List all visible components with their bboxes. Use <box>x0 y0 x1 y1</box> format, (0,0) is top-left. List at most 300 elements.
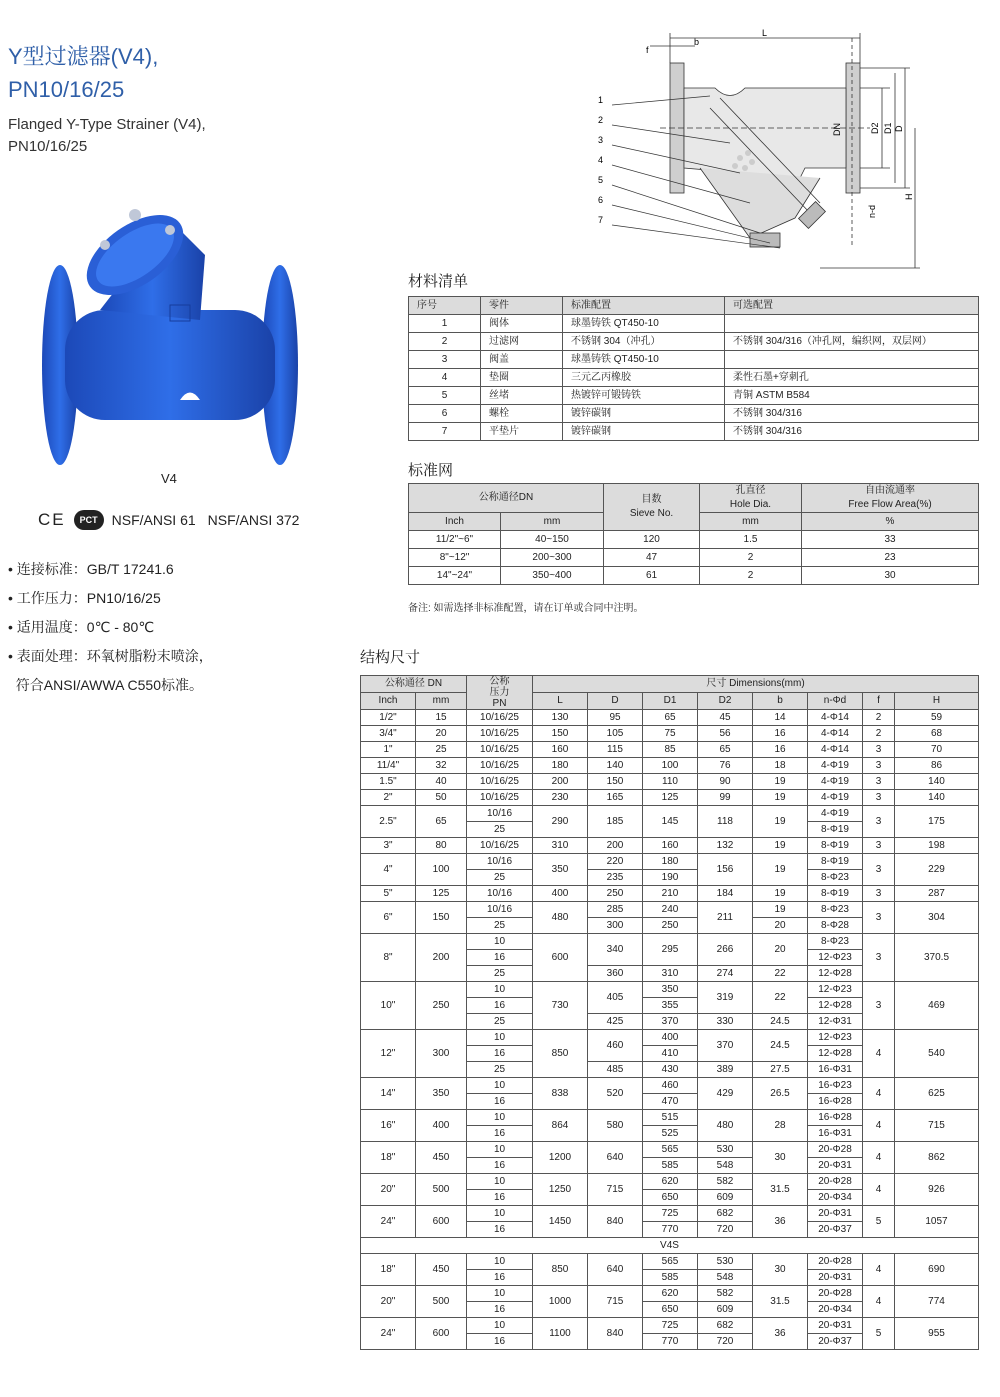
dims-D1: 585 <box>643 1158 698 1174</box>
dims-inch: 3" <box>361 838 416 854</box>
dims-col: D2 <box>698 693 753 710</box>
certifications <box>38 510 299 530</box>
dims-D1: 410 <box>643 1046 698 1062</box>
dims-b: 20 <box>753 918 808 934</box>
sieve-cell: 11/2"~6" <box>409 531 501 549</box>
dims-D: 640 <box>588 1254 643 1286</box>
dims-D: 250 <box>588 886 643 902</box>
dims-nd: 8-Φ23 <box>808 902 863 918</box>
dims-D: 95 <box>588 710 643 726</box>
dims-D: 150 <box>588 774 643 790</box>
dims-nd: 12-Φ23 <box>808 982 863 998</box>
callout-2: 2 <box>598 115 604 125</box>
dims-pn: 16 <box>467 1126 533 1142</box>
sieve-cell: 120 <box>604 531 700 549</box>
dims-D2: 99 <box>698 790 753 806</box>
dims-nd: 4-Φ19 <box>808 774 863 790</box>
dims-D: 300 <box>588 918 643 934</box>
dim-nd: n-d <box>867 204 877 218</box>
dims-b: 14 <box>753 710 808 726</box>
dims-D2: 65 <box>698 742 753 758</box>
dims-row <box>361 806 979 822</box>
dims-inch: 2" <box>361 790 416 806</box>
dims-nd: 12-Φ28 <box>808 1046 863 1062</box>
dims-H: 690 <box>895 1254 979 1286</box>
sieve-row <box>409 531 979 549</box>
dims-D1: 565 <box>643 1254 698 1270</box>
dim-DN: DN <box>832 123 842 136</box>
dims-b: 20 <box>753 934 808 966</box>
dims-nd: 12-Φ23 <box>808 1030 863 1046</box>
bom-cell: 镀锌碳钢 <box>563 423 725 441</box>
dims-b: 19 <box>753 902 808 918</box>
dims-nd: 20-Φ31 <box>808 1270 863 1286</box>
dims-row <box>361 710 979 726</box>
bom-table <box>408 296 979 441</box>
dims-inch: 4" <box>361 854 416 886</box>
dims-col: mm <box>416 693 467 710</box>
dims-pn: 10/16 <box>467 886 533 902</box>
dims-inch: 1" <box>361 742 416 758</box>
dims-D1: 295 <box>643 934 698 966</box>
dims-D1: 145 <box>643 806 698 838</box>
dims-f: 3 <box>863 886 895 902</box>
callout-3: 3 <box>598 135 604 145</box>
sieve-cell: 47 <box>604 549 700 567</box>
sieve-cell: 61 <box>604 567 700 585</box>
dims-pn: 10 <box>467 1078 533 1094</box>
dims-D: 640 <box>588 1142 643 1174</box>
dims-mm: 150 <box>416 902 467 934</box>
title-line-2: PN10/16/25 <box>8 77 125 102</box>
dims-nd: 12-Φ31 <box>808 1014 863 1030</box>
bom-row <box>409 423 979 441</box>
dims-b: 18 <box>753 758 808 774</box>
dims-b: 36 <box>753 1318 808 1350</box>
dims-D: 235 <box>588 870 643 886</box>
bom-cell: 阀体 <box>481 315 563 333</box>
dims-pn: 10/16 <box>467 854 533 870</box>
dims-b: 27.5 <box>753 1062 808 1078</box>
dims-mm: 100 <box>416 854 467 886</box>
photo-caption: V4 <box>161 471 177 486</box>
bom-cell: 不锈钢 304/316（冲孔网，编织网，双层网） <box>725 333 979 351</box>
dims-nd: 4-Φ19 <box>808 790 863 806</box>
dims-f: 3 <box>863 758 895 774</box>
dims-D1: 470 <box>643 1094 698 1110</box>
dims-H: 70 <box>895 742 979 758</box>
section-drawing <box>590 28 930 273</box>
dims-mm: 200 <box>416 934 467 982</box>
dims-nd: 12-Φ28 <box>808 998 863 1014</box>
dims-D1: 400 <box>643 1030 698 1046</box>
bom-cell: 球墨铸铁 QT450-10 <box>563 315 725 333</box>
dims-D1: 620 <box>643 1174 698 1190</box>
bom-cell: 螺栓 <box>481 405 563 423</box>
dims-nd: 16-Φ31 <box>808 1062 863 1078</box>
dims-D1: 460 <box>643 1078 698 1094</box>
dims-H: 229 <box>895 854 979 886</box>
dims-D1: 210 <box>643 886 698 902</box>
dims-H: 140 <box>895 790 979 806</box>
dims-D1: 770 <box>643 1222 698 1238</box>
dim-L: L <box>762 28 768 38</box>
sieve-row <box>409 567 979 585</box>
dims-L: 1100 <box>533 1318 588 1350</box>
dims-D: 425 <box>588 1014 643 1030</box>
dims-D1: 430 <box>643 1062 698 1078</box>
bom-row <box>409 369 979 387</box>
bom-cell: 平垫片 <box>481 423 563 441</box>
bom-cell: 柔性石墨+穿刺孔 <box>725 369 979 387</box>
dims-nd: 8-Φ28 <box>808 918 863 934</box>
dims-b: 30 <box>753 1142 808 1174</box>
bom-cell: 三元乙丙橡胶 <box>563 369 725 387</box>
dims-L: 838 <box>533 1078 588 1110</box>
dims-nd: 20-Φ28 <box>808 1254 863 1270</box>
dims-f: 4 <box>863 1142 895 1174</box>
dims-f: 2 <box>863 726 895 742</box>
dims-D: 220 <box>588 854 643 870</box>
dims-D1: 650 <box>643 1302 698 1318</box>
dims-D: 340 <box>588 934 643 966</box>
spec-item: • 连接标准：GB/T 17241.6 <box>8 561 174 577</box>
sieve-cell: 23 <box>802 549 979 567</box>
dims-L: 850 <box>533 1030 588 1078</box>
dims-f: 3 <box>863 806 895 838</box>
dims-nd: 20-Φ34 <box>808 1302 863 1318</box>
dims-H: 370.5 <box>895 934 979 982</box>
sieve-h-hole: 孔直径 Hole Dia. <box>700 484 802 513</box>
dims-mm: 500 <box>416 1174 467 1206</box>
dims-H: 198 <box>895 838 979 854</box>
dims-D2: 582 <box>698 1286 753 1302</box>
bom-cell: 热镀锌可锻铸铁 <box>563 387 725 405</box>
dims-H: 955 <box>895 1318 979 1350</box>
dims-row <box>361 774 979 790</box>
callout-6: 6 <box>598 195 604 205</box>
dims-col: Inch <box>361 693 416 710</box>
dims-row <box>361 742 979 758</box>
dims-D2: 266 <box>698 934 753 966</box>
dims-row <box>361 1030 979 1046</box>
dims-D2: 548 <box>698 1158 753 1174</box>
dims-D2: 530 <box>698 1254 753 1270</box>
dims-D1: 565 <box>643 1142 698 1158</box>
dims-D2: 45 <box>698 710 753 726</box>
dims-row <box>361 982 979 998</box>
dims-L: 310 <box>533 838 588 854</box>
dims-row <box>361 902 979 918</box>
dims-D1: 310 <box>643 966 698 982</box>
dims-D2: 609 <box>698 1190 753 1206</box>
dims-D: 165 <box>588 790 643 806</box>
dims-mm: 450 <box>416 1254 467 1286</box>
dims-pn: 16 <box>467 1046 533 1062</box>
dims-pn: 10 <box>467 1174 533 1190</box>
dims-row <box>361 1110 979 1126</box>
dims-L: 180 <box>533 758 588 774</box>
dims-b: 19 <box>753 838 808 854</box>
dims-L: 480 <box>533 902 588 934</box>
dims-D1: 725 <box>643 1318 698 1334</box>
sieve-h-mm: mm <box>501 513 604 531</box>
dims-L: 150 <box>533 726 588 742</box>
dims-D2: 720 <box>698 1334 753 1350</box>
dims-D2: 582 <box>698 1174 753 1190</box>
dims-inch: 20" <box>361 1174 416 1206</box>
dims-D: 715 <box>588 1286 643 1318</box>
dims-pn: 25 <box>467 1062 533 1078</box>
callout-4: 4 <box>598 155 604 165</box>
dims-D1: 190 <box>643 870 698 886</box>
dims-f: 3 <box>863 902 895 934</box>
bom-title: 材料清单 <box>408 273 469 290</box>
bom-cell: 不锈钢 304/316 <box>725 423 979 441</box>
dims-D1: 585 <box>643 1270 698 1286</box>
sieve-h-mesh: 目数 Sieve No. <box>604 484 700 531</box>
bom-row <box>409 315 979 333</box>
dims-pn: 16 <box>467 998 533 1014</box>
dims-mm: 500 <box>416 1286 467 1318</box>
bom-header: 零件 <box>481 297 563 315</box>
dims-row <box>361 854 979 870</box>
dims-D: 285 <box>588 902 643 918</box>
dims-inch: 11/4" <box>361 758 416 774</box>
dims-f: 3 <box>863 854 895 886</box>
dims-pn: 10 <box>467 1142 533 1158</box>
dims-col: b <box>753 693 808 710</box>
dims-col: L <box>533 693 588 710</box>
dims-nd: 4-Φ19 <box>808 758 863 774</box>
dims-D2: 330 <box>698 1014 753 1030</box>
dims-row <box>361 726 979 742</box>
dims-f: 3 <box>863 838 895 854</box>
dims-D2: 370 <box>698 1030 753 1062</box>
dims-inch: 18" <box>361 1142 416 1174</box>
strainer-photo <box>30 200 310 470</box>
bom-header: 序号 <box>409 297 481 315</box>
sieve-cell: 2 <box>700 567 802 585</box>
dims-mm: 80 <box>416 838 467 854</box>
dims-inch: 8" <box>361 934 416 982</box>
dims-nd: 16-Φ23 <box>808 1078 863 1094</box>
dims-f: 4 <box>863 1254 895 1286</box>
dims-D: 185 <box>588 806 643 838</box>
dims-b: 24.5 <box>753 1030 808 1062</box>
dims-f: 4 <box>863 1030 895 1078</box>
dims-pn: 16 <box>467 1158 533 1174</box>
dims-D1: 160 <box>643 838 698 854</box>
dims-D: 360 <box>588 966 643 982</box>
dims-row <box>361 838 979 854</box>
bom-row <box>409 333 979 351</box>
dim-D1: D1 <box>883 122 893 134</box>
spec-item: • 工作压力：PN10/16/25 <box>8 590 161 606</box>
dims-pn: 10/16/25 <box>467 774 533 790</box>
dims-nd: 20-Φ34 <box>808 1190 863 1206</box>
dims-mm: 125 <box>416 886 467 902</box>
dims-D1: 770 <box>643 1334 698 1350</box>
dim-H: H <box>904 193 914 200</box>
bom-cell <box>725 315 979 333</box>
dims-inch: 16" <box>361 1110 416 1142</box>
dims-row <box>361 886 979 902</box>
dims-pn: 16 <box>467 1302 533 1318</box>
dims-D2: 211 <box>698 902 753 934</box>
dims-pn: 25 <box>467 822 533 838</box>
dims-D1: 350 <box>643 982 698 998</box>
dims-D2: 118 <box>698 806 753 838</box>
dims-L: 1250 <box>533 1174 588 1206</box>
dims-H: 1057 <box>895 1206 979 1238</box>
dims-L: 130 <box>533 710 588 726</box>
page-title <box>8 40 158 106</box>
dims-mm: 350 <box>416 1078 467 1110</box>
dims-pn: 25 <box>467 870 533 886</box>
dims-inch: 12" <box>361 1030 416 1078</box>
dims-inch: 18" <box>361 1254 416 1286</box>
dims-inch: 10" <box>361 982 416 1030</box>
dims-nd: 8-Φ23 <box>808 870 863 886</box>
dims-col: n-Φd <box>808 693 863 710</box>
dims-mm: 32 <box>416 758 467 774</box>
dims-D1: 515 <box>643 1110 698 1126</box>
bom-cell: 6 <box>409 405 481 423</box>
dims-D: 200 <box>588 838 643 854</box>
dims-nd: 16-Φ28 <box>808 1110 863 1126</box>
dims-D1: 355 <box>643 998 698 1014</box>
dims-b: 22 <box>753 966 808 982</box>
dims-D2: 90 <box>698 774 753 790</box>
dims-b: 31.5 <box>753 1174 808 1206</box>
dims-b: 24.5 <box>753 1014 808 1030</box>
sieve-h-pct: % <box>802 513 979 531</box>
dims-nd: 20-Φ31 <box>808 1206 863 1222</box>
dims-pn: 25 <box>467 966 533 982</box>
dims-D2: 184 <box>698 886 753 902</box>
dims-pn: 10 <box>467 1030 533 1046</box>
dims-H: 774 <box>895 1286 979 1318</box>
sieve-h-inch: Inch <box>409 513 501 531</box>
spec-item: 符合ANSI/AWWA C550标准。 <box>8 677 203 693</box>
dims-h-dimensions: 尺寸 Dimensions(mm) <box>533 676 979 693</box>
dims-f: 3 <box>863 934 895 982</box>
dims-pn: 10 <box>467 1286 533 1302</box>
dim-D: D <box>894 125 904 132</box>
dims-D2: 720 <box>698 1222 753 1238</box>
dims-f: 3 <box>863 982 895 1030</box>
dims-row <box>361 934 979 950</box>
dims-D: 140 <box>588 758 643 774</box>
dims-b: 16 <box>753 742 808 758</box>
dims-nd: 16-Φ31 <box>808 1126 863 1142</box>
dims-D1: 240 <box>643 902 698 918</box>
dims-pn: 10/16 <box>467 902 533 918</box>
dims-H: 862 <box>895 1142 979 1174</box>
dims-pn: 10/16/25 <box>467 726 533 742</box>
dims-f: 3 <box>863 790 895 806</box>
dims-inch: 24" <box>361 1318 416 1350</box>
dims-D: 485 <box>588 1062 643 1078</box>
dims-b: 30 <box>753 1254 808 1286</box>
dims-pn: 16 <box>467 1190 533 1206</box>
dims-nd: 4-Φ14 <box>808 710 863 726</box>
sieve-row <box>409 549 979 567</box>
dims-D2: 76 <box>698 758 753 774</box>
dims-L: 1200 <box>533 1142 588 1174</box>
dims-b: 19 <box>753 774 808 790</box>
dims-D2: 682 <box>698 1318 753 1334</box>
dims-D2: 319 <box>698 982 753 1014</box>
dims-mm: 20 <box>416 726 467 742</box>
dims-mm: 15 <box>416 710 467 726</box>
bom-cell: 阀盖 <box>481 351 563 369</box>
sieve-cell: 8"~12" <box>409 549 501 567</box>
dim-D2: D2 <box>870 122 880 134</box>
dims-D: 840 <box>588 1206 643 1238</box>
dims-D: 715 <box>588 1174 643 1206</box>
dims-D2: 429 <box>698 1078 753 1110</box>
dims-pn: 10/16/25 <box>467 710 533 726</box>
callout-7: 7 <box>598 215 604 225</box>
sieve-cell: 14"~24" <box>409 567 501 585</box>
dims-nd: 8-Φ19 <box>808 886 863 902</box>
sieve-h-dn: 公称通径DN <box>409 484 604 513</box>
dims-D: 520 <box>588 1078 643 1110</box>
dims-D: 405 <box>588 982 643 1014</box>
dims-nd: 12-Φ23 <box>808 950 863 966</box>
dims-nd: 20-Φ28 <box>808 1142 863 1158</box>
dims-b: 28 <box>753 1110 808 1142</box>
bom-cell: 球墨铸铁 QT450-10 <box>563 351 725 369</box>
bom-cell: 垫圈 <box>481 369 563 387</box>
sieve-title: 标准网 <box>408 462 454 479</box>
dims-f: 5 <box>863 1318 895 1350</box>
dims-nd: 4-Φ19 <box>808 806 863 822</box>
dims-D1: 620 <box>643 1286 698 1302</box>
dims-H: 625 <box>895 1078 979 1110</box>
dims-inch: 14" <box>361 1078 416 1110</box>
dims-D2: 389 <box>698 1062 753 1078</box>
ce-mark-icon: CE <box>38 510 66 529</box>
dims-L: 400 <box>533 886 588 902</box>
dims-f: 3 <box>863 774 895 790</box>
dims-f: 4 <box>863 1078 895 1110</box>
dims-row <box>361 1142 979 1158</box>
dims-nd: 20-Φ37 <box>808 1334 863 1350</box>
sieve-cell: 1.5 <box>700 531 802 549</box>
dims-inch: 2.5" <box>361 806 416 838</box>
bom-header: 可选配置 <box>725 297 979 315</box>
dims-mm: 250 <box>416 982 467 1030</box>
bom-cell: 青铜 ASTM B584 <box>725 387 979 405</box>
dims-H: 304 <box>895 902 979 934</box>
dims-pn: 25 <box>467 1014 533 1030</box>
sieve-cell: 33 <box>802 531 979 549</box>
dims-D2: 609 <box>698 1302 753 1318</box>
dims-pn: 10/16/25 <box>467 838 533 854</box>
spec-list <box>8 555 213 700</box>
dims-nd: 20-Φ31 <box>808 1158 863 1174</box>
dims-D1: 100 <box>643 758 698 774</box>
dims-nd: 4-Φ14 <box>808 726 863 742</box>
dims-b: 19 <box>753 790 808 806</box>
dims-H: 469 <box>895 982 979 1030</box>
dims-pn: 16 <box>467 950 533 966</box>
dims-L: 160 <box>533 742 588 758</box>
dims-nd: 20-Φ28 <box>808 1174 863 1190</box>
